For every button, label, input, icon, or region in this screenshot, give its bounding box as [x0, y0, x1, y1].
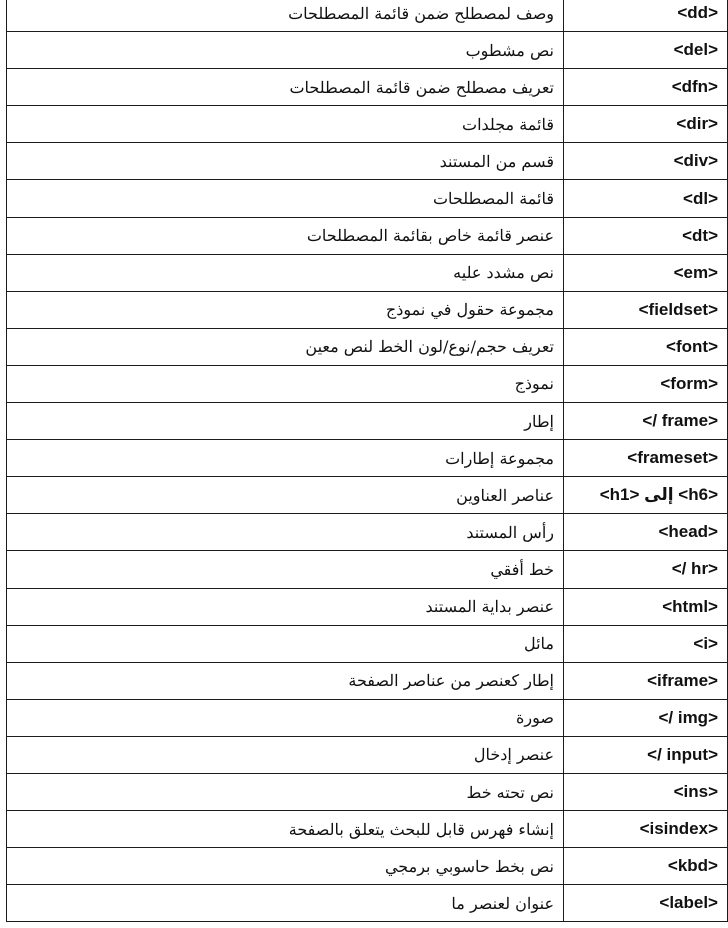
- tag-name: <fieldset>: [564, 291, 728, 328]
- tag-description: تعريف مصطلح ضمن قائمة المصطلحات: [7, 69, 564, 106]
- tag-description: رأس المستند: [7, 514, 564, 551]
- tag-description: إطار كعنصر من عناصر الصفحة: [7, 662, 564, 699]
- table-row: [7, 403, 728, 440]
- table-row: [7, 254, 728, 291]
- table-row: [7, 106, 728, 143]
- table-row: [7, 440, 728, 477]
- tag-name: <isindex>: [564, 811, 728, 848]
- tag-name: </ hr>: [564, 551, 728, 588]
- tag-name: <dt>: [564, 217, 728, 254]
- table-row: [7, 180, 728, 217]
- tag-description: قائمة المصطلحات: [7, 180, 564, 217]
- tag-description: إنشاء فهرس قابل للبحث يتعلق بالصفحة: [7, 811, 564, 848]
- table-row: [7, 477, 728, 514]
- tag-description: مجموعة حقول في نموذج: [7, 291, 564, 328]
- tag-description: عنصر بداية المستند: [7, 588, 564, 625]
- table-row: [7, 143, 728, 180]
- tag-description: صورة: [7, 699, 564, 736]
- tag-description: مجموعة إطارات: [7, 440, 564, 477]
- tag-name: <head>: [564, 514, 728, 551]
- tag-description: نص مشطوب: [7, 32, 564, 69]
- tag-name: <dir>: [564, 106, 728, 143]
- table-body: [7, 0, 728, 922]
- table-row: [7, 625, 728, 662]
- tag-name: <form>: [564, 365, 728, 402]
- table-row: [7, 736, 728, 773]
- table-row: [7, 662, 728, 699]
- table-row: [7, 217, 728, 254]
- table-row: [7, 514, 728, 551]
- table-row: [7, 848, 728, 885]
- tag-name: <font>: [564, 328, 728, 365]
- tag-description: قائمة مجلدات: [7, 106, 564, 143]
- tag-description: وصف لمصطلح ضمن قائمة المصطلحات: [7, 0, 564, 32]
- table-row: [7, 291, 728, 328]
- tag-description: نص مشدد عليه: [7, 254, 564, 291]
- tag-description: عنصر إدخال: [7, 736, 564, 773]
- tag-name: <label>: [564, 885, 728, 922]
- table-row: [7, 365, 728, 402]
- tag-name: <i>: [564, 625, 728, 662]
- tag-name: <div>: [564, 143, 728, 180]
- tag-name: <dl>: [564, 180, 728, 217]
- tag-description: نص تحته خط: [7, 773, 564, 810]
- tag-name: <iframe>: [564, 662, 728, 699]
- tag-description: عنصر قائمة خاص بقائمة المصطلحات: [7, 217, 564, 254]
- tag-name: <frameset>: [564, 440, 728, 477]
- tag-description: قسم من المستند: [7, 143, 564, 180]
- tag-description: عناصر العناوين: [7, 477, 564, 514]
- table-row: [7, 551, 728, 588]
- tag-name: <del>: [564, 32, 728, 69]
- table-row: [7, 699, 728, 736]
- tag-description: مائل: [7, 625, 564, 662]
- tag-name: <h1> إلى <h6>: [564, 477, 728, 514]
- tag-name: </ img>: [564, 699, 728, 736]
- tag-name: </ frame>: [564, 403, 728, 440]
- tag-name: <kbd>: [564, 848, 728, 885]
- tag-description: عنوان لعنصر ما: [7, 885, 564, 922]
- table-row: [7, 773, 728, 810]
- table-row: [7, 0, 728, 32]
- tag-description: إطار: [7, 403, 564, 440]
- tag-description: خط أفقي: [7, 551, 564, 588]
- html-tags-table: [6, 0, 728, 922]
- tag-name: <dfn>: [564, 69, 728, 106]
- table-row: [7, 588, 728, 625]
- tag-name: <html>: [564, 588, 728, 625]
- table-row: [7, 328, 728, 365]
- table-row: [7, 69, 728, 106]
- tag-name: <dd>: [564, 0, 728, 32]
- tag-description: تعريف حجم/نوع/لون الخط لنص معين: [7, 328, 564, 365]
- tag-description: نص بخط حاسوبي برمجي: [7, 848, 564, 885]
- tag-name: <em>: [564, 254, 728, 291]
- tag-name: <ins>: [564, 773, 728, 810]
- table-row: [7, 885, 728, 922]
- table-row: [7, 32, 728, 69]
- tag-name: </ input>: [564, 736, 728, 773]
- tag-description: نموذج: [7, 365, 564, 402]
- table-row: [7, 811, 728, 848]
